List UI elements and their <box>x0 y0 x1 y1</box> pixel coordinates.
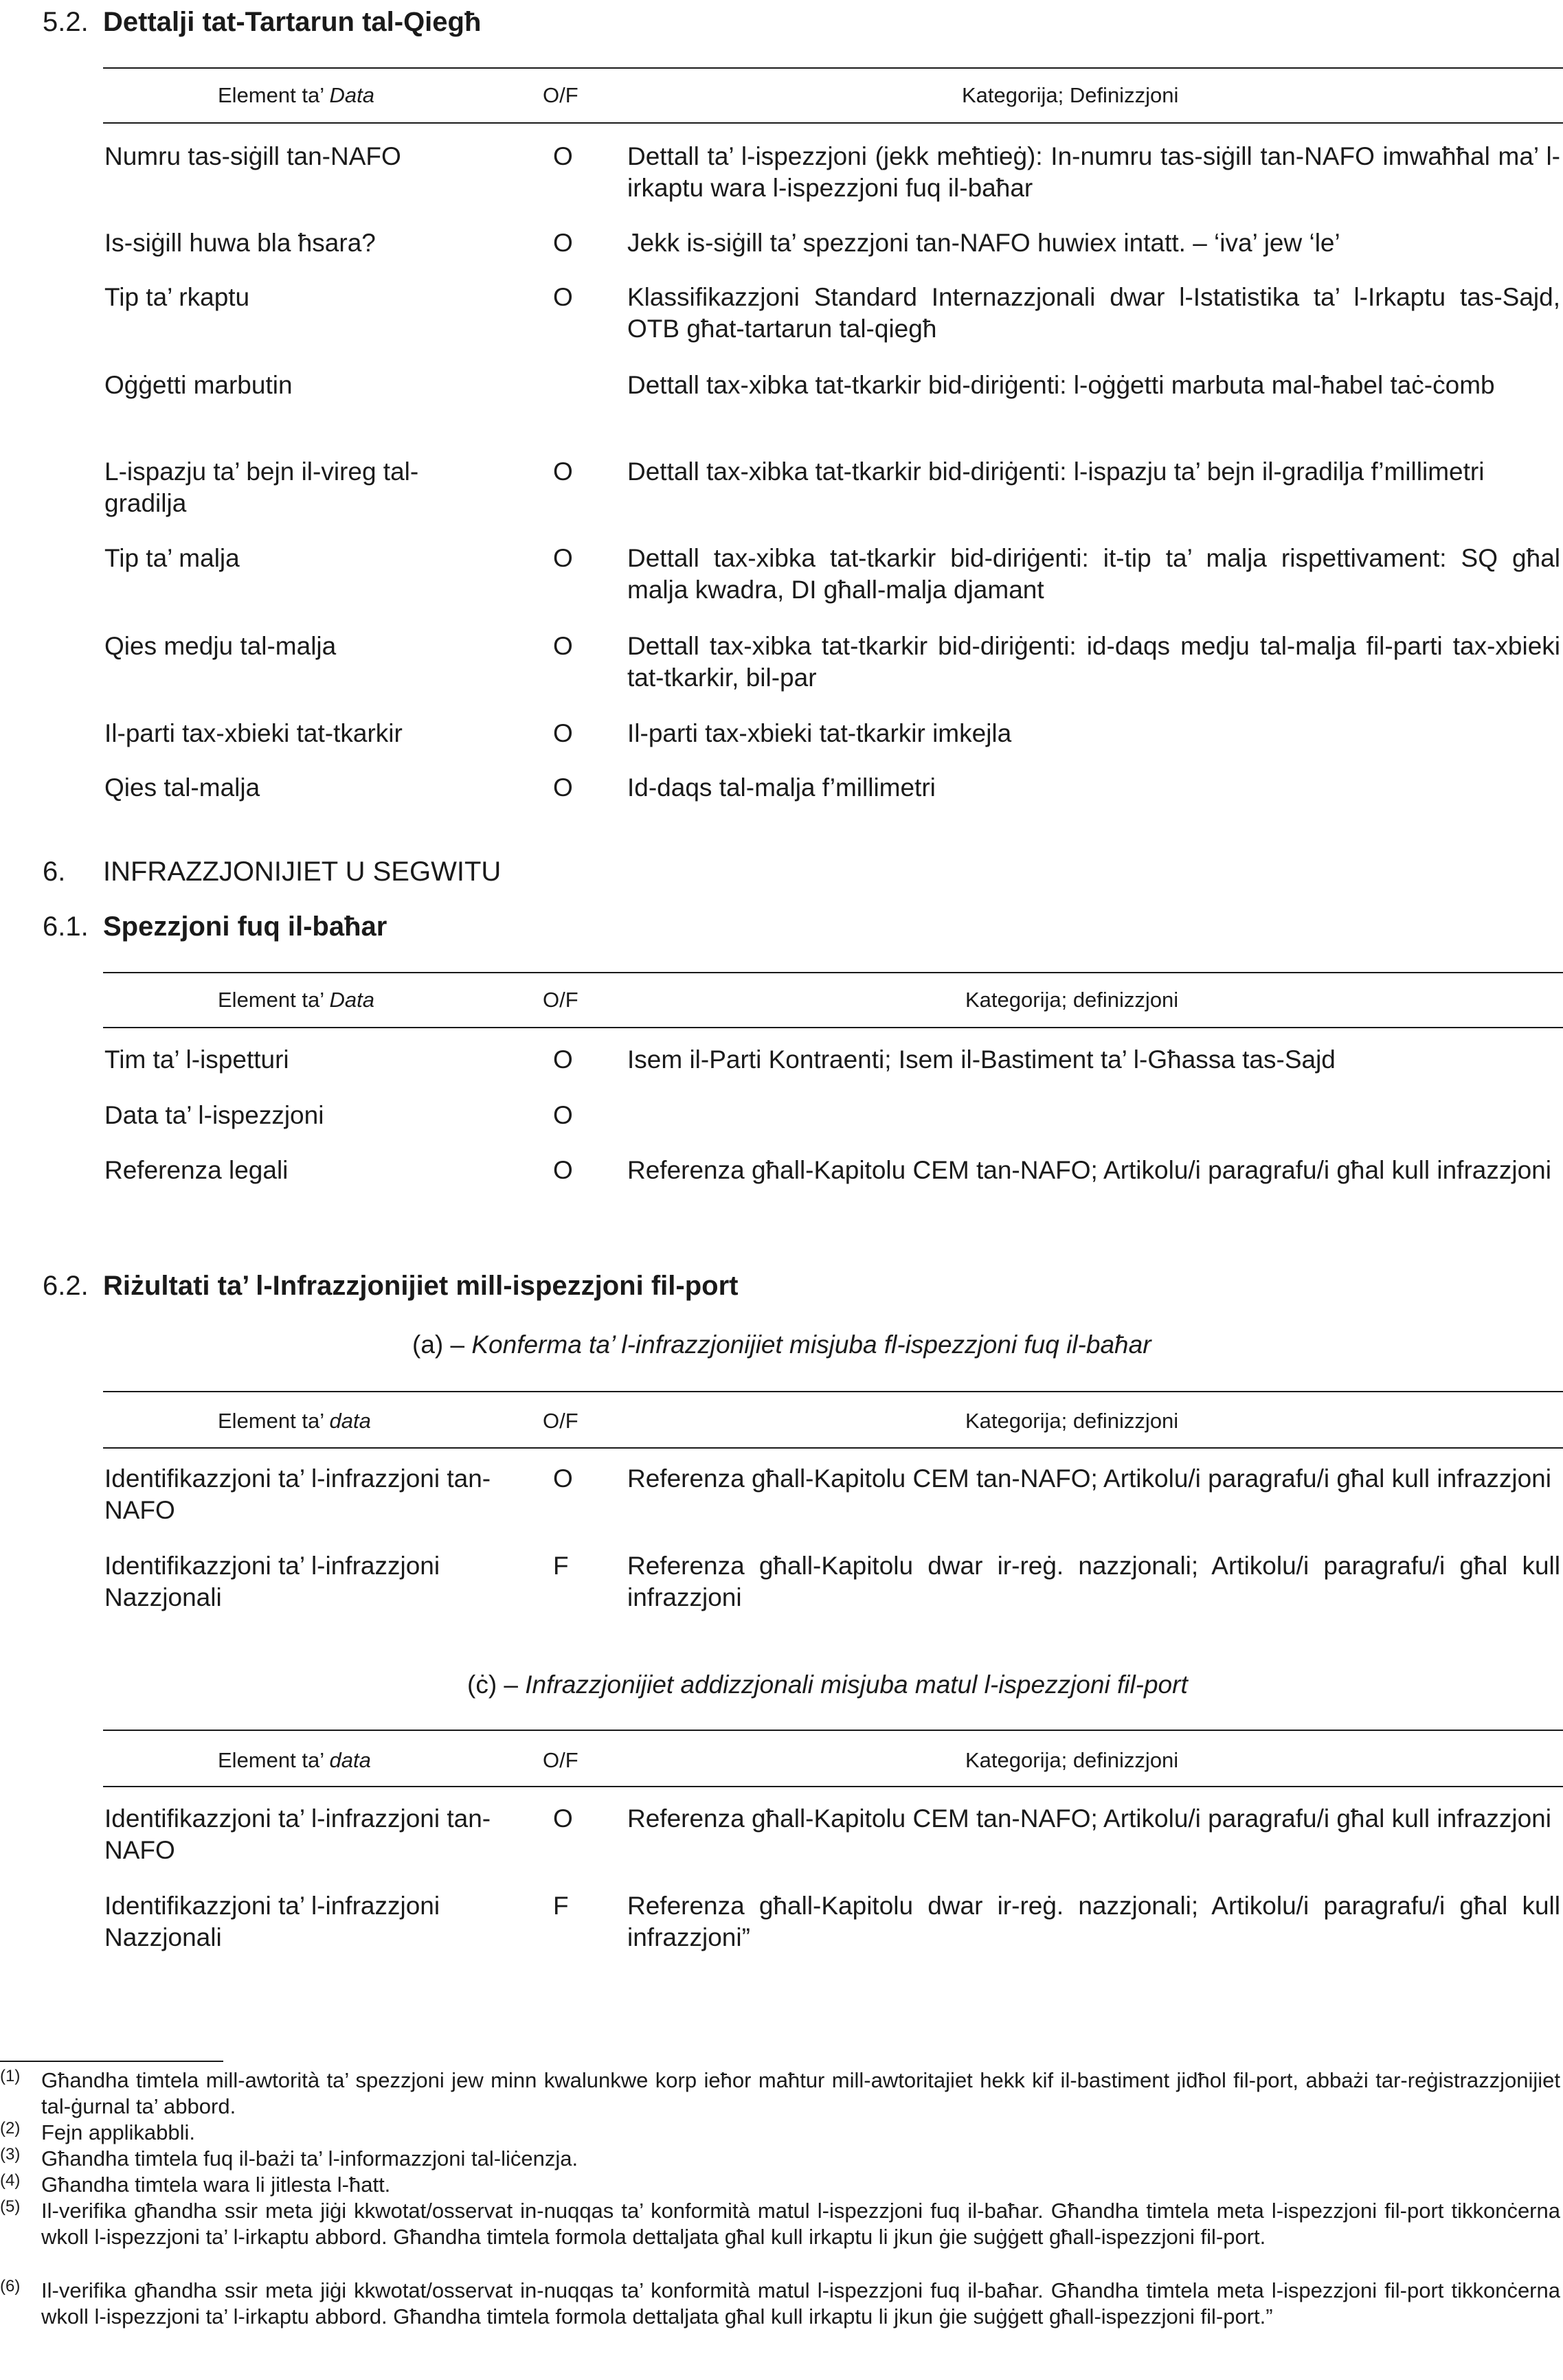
cell-definition: Referenza għall-Kapitolu CEM tan-NAFO; Artikolu/i paragrafu/i għal kull infrazzjoni <box>627 1156 1551 1184</box>
footnote-marker: (1) <box>0 2067 21 2085</box>
caption-text: Infrazzjonijiet addizzjonali misjuba matul l-ispezzjoni fil-port <box>525 1670 1188 1699</box>
section-title: Spezzjoni fuq il-baħar <box>103 911 387 942</box>
table-rule-top <box>103 1730 1563 1731</box>
cell-definition: Isem il-Parti Kontraenti; Isem il-Bastiment ta’ l-Għassa tas-Sajd <box>627 1045 1336 1074</box>
cell-of: O <box>553 773 573 802</box>
footnote-separator <box>0 2061 223 2062</box>
table-rule-top <box>103 67 1563 69</box>
cell-element: Is-siġill huwa bla ħsara? <box>104 229 376 257</box>
cell-of: O <box>553 544 573 572</box>
subsection-caption-a <box>412 1329 1151 1361</box>
footnote-text: Fejn applikabbli. <box>41 2120 196 2144</box>
cell-element: Identifikazzjoni ta’ l-infrazzjoni tan-NAFO <box>104 1804 491 1864</box>
cell-element: Data ta’ l-ispezzjoni <box>104 1101 324 1129</box>
footnote-marker: (6) <box>0 2277 21 2296</box>
cell-definition: Jekk is-siġill ta’ spezzjoni tan-NAFO huwiex intatt. – ‘iva’ jew ‘le’ <box>627 229 1340 257</box>
cell-of: O <box>553 719 573 747</box>
section-heading-6-2 <box>43 1269 738 1302</box>
footnote-text: Għandha timtela mill-awtorità ta’ spezzjoni jew minn kwalunkwe korp ieħor maħtur mill-awtoritajiet hekk kif il-bastiment jidħol fil-port, abbażi tar-reġistrazzjonijiet tal-ġurnal ta’ abbord. <box>41 2068 1560 2118</box>
subsection-caption-c <box>467 1669 1188 1701</box>
section-heading-6 <box>43 855 501 888</box>
section-title: INFRAZZJONIJIET U SEGWITU <box>103 857 502 887</box>
cell-definition: Referenza għall-Kapitolu CEM tan-NAFO; Artikolu/i paragrafu/i għal kull infrazzjoni <box>627 1804 1551 1833</box>
column-header-of: O/F <box>543 1748 578 1772</box>
cell-of: O <box>553 1045 573 1074</box>
cell-element: Qies medju tal-malja <box>104 632 337 660</box>
column-header-category: Kategorija; definizzjoni <box>965 988 1179 1012</box>
table-rule-top <box>103 1391 1563 1392</box>
caption-label: (ċ) – <box>467 1670 526 1699</box>
cell-of: O <box>553 1101 573 1129</box>
footnote-5 <box>0 2198 1560 2250</box>
cell-definition: Referenza għall-Kapitolu CEM tan-NAFO; Artikolu/i paragrafu/i għal kull infrazzjoni <box>627 1464 1551 1493</box>
section-title: Riżultati ta’ l-Infrazzjonijiet mill-ispezzjoni fil-port <box>103 1271 739 1301</box>
cell-of: O <box>553 1464 573 1493</box>
column-header-category: Kategorija; definizzjoni <box>965 1748 1179 1772</box>
cell-of: O <box>553 1156 573 1184</box>
footnote-text: Il-verifika għandha ssir meta jiġi kkwotat/osservat in-nuqqas ta’ konformità matul l-ispezzjoni fuq il-baħar. Għandha timtela meta l-ispezzjoni fil-port tikkonċerna wkoll l-ispezzjoni ta’ l-irkaptu abbord. Għandha timtela formola dettaljata għal kull irkaptu li jkun ġie suġġett għall-ispezzjoni fil-port.” <box>41 2278 1560 2328</box>
section-heading-5-2 <box>43 5 481 38</box>
section-number: 6.2. <box>43 1271 89 1301</box>
cell-definition: Dettall tax-xibka tat-tkarkir bid-diriġenti: l-oġġetti marbuta mal-ħabel taċ-ċomb <box>627 371 1495 399</box>
cell-definition: Id-daqs tal-malja f’millimetri <box>627 773 936 802</box>
cell-element: Numru tas-siġill tan-NAFO <box>104 142 401 170</box>
section-heading-6-1 <box>43 910 387 943</box>
footnote-text: Għandha timtela wara li jitlesta l-ħatt. <box>41 2173 391 2197</box>
cell-element: Tip ta’ rkaptu <box>104 283 250 311</box>
section-number: 6.1. <box>43 911 89 942</box>
column-header-element: Element ta’ Data <box>218 83 375 107</box>
table-rule-header <box>103 1447 1563 1449</box>
cell-of: O <box>553 632 573 660</box>
footnote-6 <box>0 2278 1560 2330</box>
footnote-marker: (4) <box>0 2171 21 2190</box>
cell-of: O <box>553 283 573 311</box>
cell-of: O <box>553 229 573 257</box>
column-header-category: Kategorija; definizzjoni <box>965 1409 1179 1433</box>
cell-definition: Il-parti tax-xbieki tat-tkarkir imkejla <box>627 719 1012 747</box>
cell-definition: Dettall tax-xibka tat-tkarkir bid-diriġenti: id-daqs medju tal-malja fil-parti tax-xbieki tat-tkarkir, bil-par <box>627 632 1560 692</box>
cell-definition: Klassifikazzjoni Standard Internazzjonali dwar l-Istatistika ta’ l-Irkaptu tas-Sajd, OTB għat-tartarun tal-qiegħ <box>627 283 1560 343</box>
footnote-2 <box>0 2120 1560 2146</box>
cell-of: F <box>553 1552 569 1580</box>
cell-of: F <box>553 1892 569 1920</box>
footnote-marker: (3) <box>0 2145 21 2164</box>
table-rule-header <box>103 1027 1563 1028</box>
column-header-of: O/F <box>543 83 578 107</box>
column-header-element: Element ta’ Data <box>218 988 375 1012</box>
cell-definition: Dettall tax-xibka tat-tkarkir bid-diriġenti: it-tip ta’ malja rispettivament: SQ għal malja kwadra, DI għall-malja djamant <box>627 544 1560 604</box>
caption-label: (a) – <box>412 1330 472 1359</box>
cell-of: O <box>553 457 573 486</box>
column-header-element: Element ta’ data <box>218 1409 371 1433</box>
cell-definition: Referenza għall-Kapitolu dwar ir-reġ. nazzjonali; Artikolu/i paragrafu/i għal kull infrazzjoni” <box>627 1892 1560 1951</box>
table-rule-header <box>103 1786 1563 1787</box>
table-rule-top <box>103 972 1563 973</box>
cell-element: L-ispazju ta’ bejn il-vireg tal-gradilja <box>104 457 419 517</box>
cell-of: O <box>553 1804 573 1833</box>
footnote-text: Għandha timtela fuq il-bażi ta’ l-informazzjoni tal-liċenzja. <box>41 2146 578 2171</box>
cell-element: Qies tal-malja <box>104 773 260 802</box>
cell-definition: Referenza għall-Kapitolu dwar ir-reġ. nazzjonali; Artikolu/i paragrafu/i għal kull infrazzjoni <box>627 1552 1560 1611</box>
footnote-4 <box>0 2172 1560 2198</box>
column-header-element: Element ta’ data <box>218 1748 371 1772</box>
column-header-of: O/F <box>543 1409 578 1433</box>
footnote-1 <box>0 2067 1560 2120</box>
section-title: Dettalji tat-Tartarun tal-Qiegħ <box>103 7 482 37</box>
table-rule-header <box>103 122 1563 124</box>
cell-of: O <box>553 142 573 170</box>
cell-definition: Dettall ta’ l-ispezzjoni (jekk meħtieġ): In-numru tas-siġill tan-NAFO imwaħħal ma’ l-irkaptu wara l-ispezzjoni fuq il-baħar <box>627 142 1560 202</box>
cell-element: Oġġetti marbutin <box>104 371 293 399</box>
footnote-3 <box>0 2146 1560 2172</box>
cell-element: Il-parti tax-xbieki tat-tkarkir <box>104 719 403 747</box>
cell-element: Referenza legali <box>104 1156 289 1184</box>
column-header-category: Kategorija; Definizzjoni <box>962 83 1179 107</box>
caption-text: Konferma ta’ l-infrazzjonijiet misjuba fl-ispezzjoni fuq il-baħar <box>471 1330 1151 1359</box>
footnote-marker: (2) <box>0 2119 21 2138</box>
cell-element: Tim ta’ l-ispetturi <box>104 1045 289 1074</box>
cell-element: Identifikazzjoni ta’ l-infrazzjoni Nazzjonali <box>104 1552 440 1611</box>
column-header-of: O/F <box>543 988 578 1012</box>
cell-element: Identifikazzjoni ta’ l-infrazzjoni Nazzjonali <box>104 1892 440 1951</box>
section-number: 6. <box>43 857 66 887</box>
footnote-text: Il-verifika għandha ssir meta jiġi kkwotat/osservat in-nuqqas ta’ konformità matul l-ispezzjoni fuq il-baħar. Għandha timtela meta l-ispezzjoni fil-port tikkonċerna wkoll l-ispezzjoni ta’ l-irkaptu abbord. Għandha timtela formola dettaljata għal kull irkaptu li jkun ġie suġġett għall-ispezzjoni fil-port. <box>41 2199 1560 2249</box>
footnote-marker: (5) <box>0 2197 21 2216</box>
section-number: 5.2. <box>43 7 89 37</box>
cell-element: Tip ta’ malja <box>104 544 240 572</box>
cell-element: Identifikazzjoni ta’ l-infrazzjoni tan-NAFO <box>104 1464 491 1524</box>
cell-definition: Dettall tax-xibka tat-tkarkir bid-diriġenti: l-ispazju ta’ bejn il-gradilja f’millimetri <box>627 457 1485 486</box>
